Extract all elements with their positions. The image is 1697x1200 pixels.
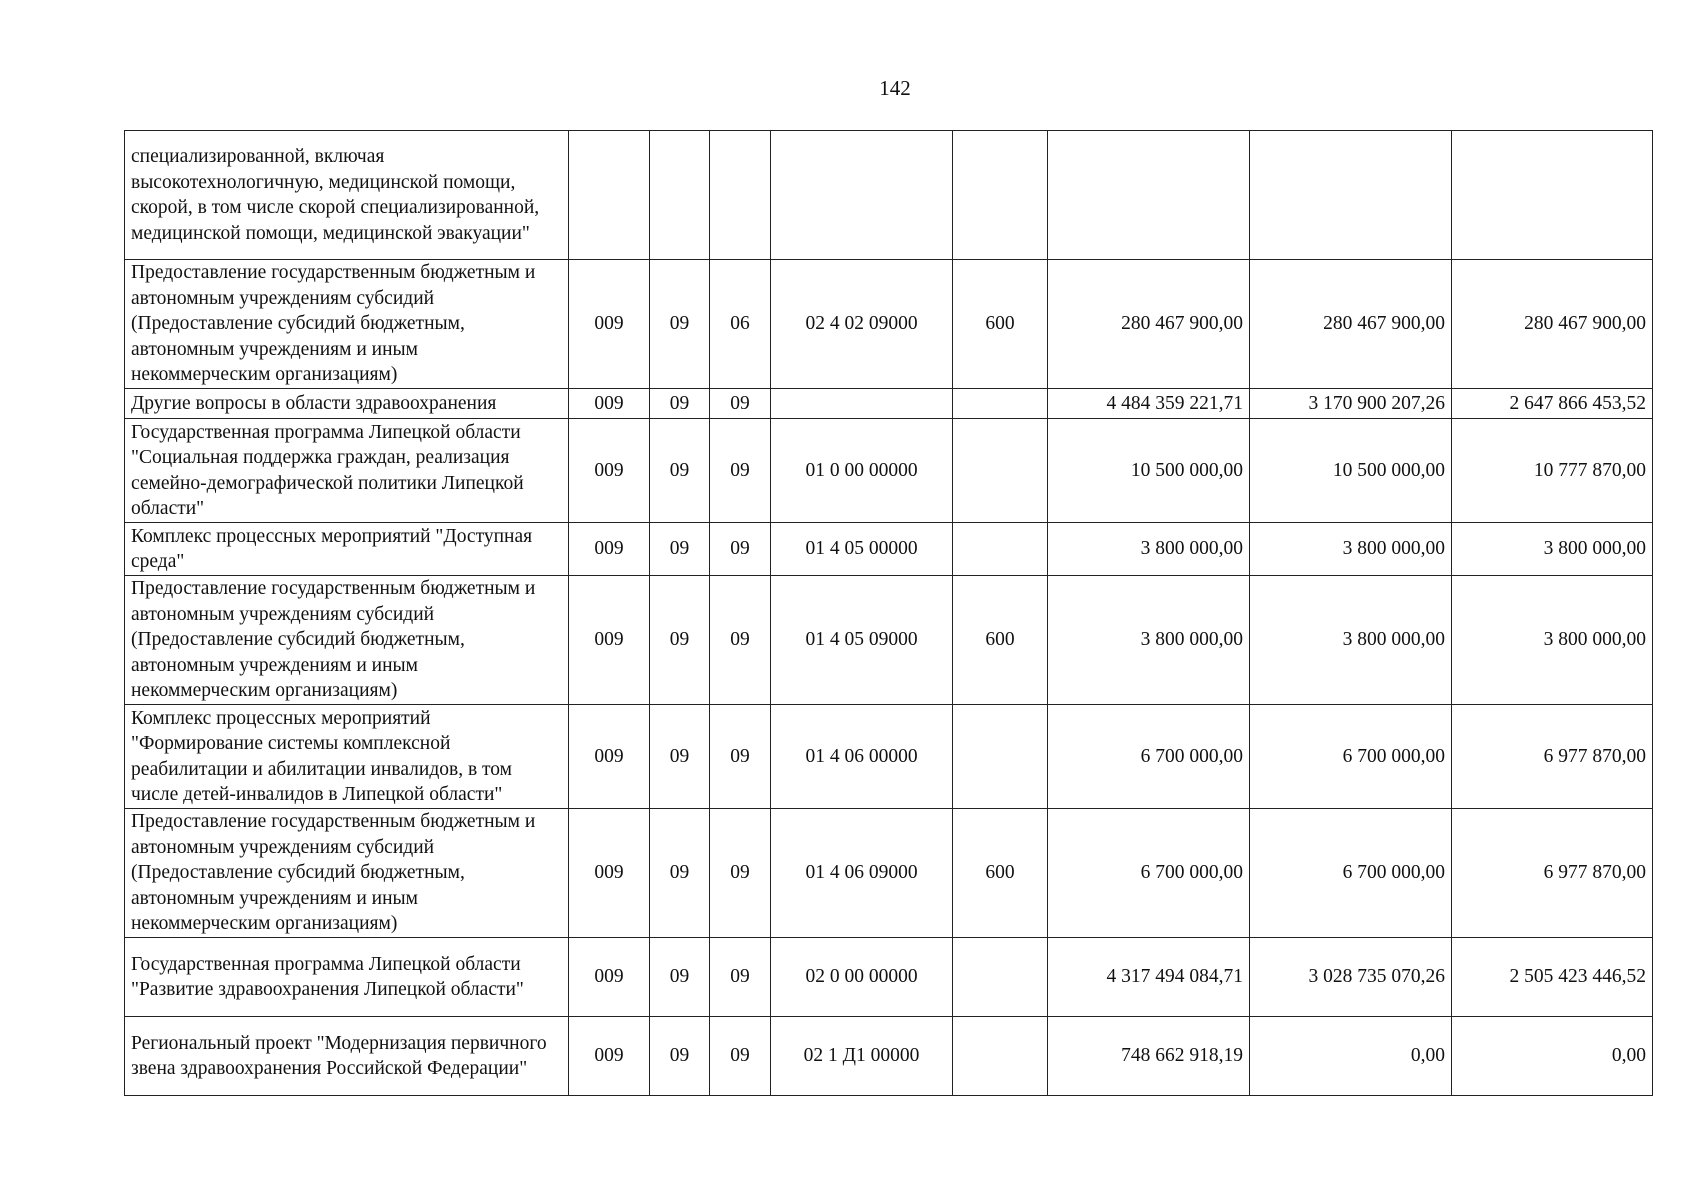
cell-ministry: 009 (569, 938, 650, 1017)
cell-target: 01 4 06 00000 (771, 705, 953, 809)
cell-section: 09 (650, 260, 710, 389)
cell-section: 09 (650, 809, 710, 938)
cell-ministry (569, 131, 650, 260)
cell-name: Другие вопросы в области здравоохранения (125, 389, 569, 419)
cell-sum-1: 4 484 359 221,71 (1048, 389, 1250, 419)
cell-ministry: 009 (569, 419, 650, 523)
cell-kind (953, 938, 1048, 1017)
cell-kind: 600 (953, 260, 1048, 389)
budget-table (124, 130, 1653, 1096)
cell-sum-2: 280 467 900,00 (1250, 260, 1452, 389)
cell-section: 09 (650, 523, 710, 576)
cell-target: 01 0 00 00000 (771, 419, 953, 523)
cell-sum-1: 748 662 918,19 (1048, 1017, 1250, 1096)
cell-subsection: 09 (710, 419, 771, 523)
cell-sum-2: 3 170 900 207,26 (1250, 389, 1452, 419)
cell-ministry: 009 (569, 1017, 650, 1096)
cell-sum-3: 2 505 423 446,52 (1452, 938, 1653, 1017)
cell-target: 01 4 06 09000 (771, 809, 953, 938)
cell-name: Предоставление государственным бюджетным и автономным учреждениям субсидий (Предоставление субсидий бюджетным, автономным учреждениям и иным некоммерческим организациям) (125, 809, 569, 938)
cell-sum-3: 3 800 000,00 (1452, 576, 1653, 705)
cell-sum-2: 3 028 735 070,26 (1250, 938, 1452, 1017)
cell-kind: 600 (953, 809, 1048, 938)
table-row (125, 131, 1653, 260)
cell-target (771, 389, 953, 419)
cell-subsection: 06 (710, 260, 771, 389)
cell-sum-3 (1452, 131, 1653, 260)
cell-subsection: 09 (710, 938, 771, 1017)
cell-name: Региональный проект "Модернизация первичного звена здравоохранения Российской Федерации" (125, 1017, 569, 1096)
cell-kind (953, 419, 1048, 523)
cell-sum-2: 0,00 (1250, 1017, 1452, 1096)
table-row (125, 1017, 1653, 1096)
table-row (125, 938, 1653, 1017)
cell-target: 01 4 05 09000 (771, 576, 953, 705)
cell-name: Предоставление государственным бюджетным и автономным учреждениям субсидий (Предоставление субсидий бюджетным, автономным учреждениям и иным некоммерческим организациям) (125, 260, 569, 389)
cell-sum-1: 10 500 000,00 (1048, 419, 1250, 523)
cell-sum-1 (1048, 131, 1250, 260)
cell-sum-1: 6 700 000,00 (1048, 809, 1250, 938)
cell-sum-3: 2 647 866 453,52 (1452, 389, 1653, 419)
cell-sum-2 (1250, 131, 1452, 260)
cell-target: 01 4 05 00000 (771, 523, 953, 576)
cell-sum-2: 6 700 000,00 (1250, 809, 1452, 938)
cell-section: 09 (650, 705, 710, 809)
cell-subsection: 09 (710, 1017, 771, 1096)
cell-name: Комплекс процессных мероприятий "Формирование системы комплексной реабилитации и абилитации инвалидов, в том числе детей-инвалидов в Липецкой области" (125, 705, 569, 809)
cell-sum-3: 3 800 000,00 (1452, 523, 1653, 576)
cell-sum-2: 10 500 000,00 (1250, 419, 1452, 523)
cell-sum-3: 6 977 870,00 (1452, 705, 1653, 809)
cell-sum-1: 3 800 000,00 (1048, 576, 1250, 705)
cell-sum-3: 6 977 870,00 (1452, 809, 1653, 938)
cell-subsection: 09 (710, 705, 771, 809)
table-row (125, 705, 1653, 809)
cell-section (650, 131, 710, 260)
cell-sum-2: 6 700 000,00 (1250, 705, 1452, 809)
cell-sum-3: 280 467 900,00 (1452, 260, 1653, 389)
cell-name: Предоставление государственным бюджетным и автономным учреждениям субсидий (Предоставление субсидий бюджетным, автономным учреждениям и иным некоммерческим организациям) (125, 576, 569, 705)
cell-sum-1: 4 317 494 084,71 (1048, 938, 1250, 1017)
cell-kind (953, 523, 1048, 576)
cell-ministry: 009 (569, 389, 650, 419)
cell-name: Государственная программа Липецкой области "Развитие здравоохранения Липецкой области" (125, 938, 569, 1017)
cell-section: 09 (650, 419, 710, 523)
cell-subsection: 09 (710, 523, 771, 576)
cell-ministry: 009 (569, 809, 650, 938)
cell-section: 09 (650, 576, 710, 705)
cell-name: специализированной, включая высокотехнологичную, медицинской помощи, скорой, в том числе скорой специализированной, медицинской помощи, медицинской эвакуации" (125, 131, 569, 260)
table-row (125, 389, 1653, 419)
cell-ministry: 009 (569, 523, 650, 576)
cell-sum-2: 3 800 000,00 (1250, 523, 1452, 576)
table-row (125, 419, 1653, 523)
cell-kind (953, 131, 1048, 260)
cell-subsection: 09 (710, 809, 771, 938)
table-row (125, 260, 1653, 389)
cell-ministry: 009 (569, 576, 650, 705)
cell-sum-3: 0,00 (1452, 1017, 1653, 1096)
cell-target: 02 0 00 00000 (771, 938, 953, 1017)
cell-kind (953, 389, 1048, 419)
page-number: 142 (879, 76, 911, 100)
cell-ministry: 009 (569, 260, 650, 389)
cell-section: 09 (650, 938, 710, 1017)
cell-section: 09 (650, 1017, 710, 1096)
cell-subsection: 09 (710, 576, 771, 705)
cell-kind: 600 (953, 576, 1048, 705)
cell-ministry: 009 (569, 705, 650, 809)
table-row (125, 576, 1653, 705)
cell-name: Государственная программа Липецкой области "Социальная поддержка граждан, реализация семейно-демографической политики Липецкой области" (125, 419, 569, 523)
cell-sum-1: 280 467 900,00 (1048, 260, 1250, 389)
table-row (125, 523, 1653, 576)
cell-target: 02 4 02 09000 (771, 260, 953, 389)
cell-name: Комплекс процессных мероприятий "Доступная среда" (125, 523, 569, 576)
cell-target (771, 131, 953, 260)
cell-kind (953, 1017, 1048, 1096)
cell-sum-1: 6 700 000,00 (1048, 705, 1250, 809)
cell-subsection: 09 (710, 389, 771, 419)
cell-sum-1: 3 800 000,00 (1048, 523, 1250, 576)
cell-subsection (710, 131, 771, 260)
cell-kind (953, 705, 1048, 809)
cell-section: 09 (650, 389, 710, 419)
cell-sum-3: 10 777 870,00 (1452, 419, 1653, 523)
cell-sum-2: 3 800 000,00 (1250, 576, 1452, 705)
cell-target: 02 1 Д1 00000 (771, 1017, 953, 1096)
table-row (125, 809, 1653, 938)
